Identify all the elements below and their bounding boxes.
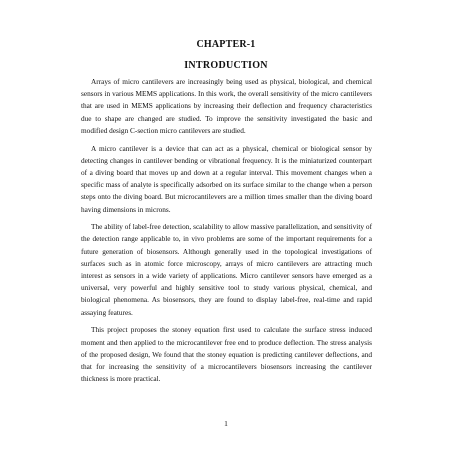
paragraph-2: A micro cantilever is a device that can act as a physical, chemical or biological sensor by detecting changes in cantilever bending or vibrational frequency. It is the miniaturized counterpart of a diving board that moves up and down at a regular interval. This movement changes when a specific mass of analyte is specifically adsorbed on its surface similar to the change when a person steps onto the diving board. But microcantilevers are a million times smaller than the diving board having dimensions in microns. [81,143,372,214]
paragraph-4: This project proposes the stoney equation first used to calculate the surface stress induced moment and then applied to the microcantilever free end to produce deflection. The stress analysis of the proposed design, We found that the stoney equation is predicting cantilever deflections, and that for increasing the sensitivity of a microcantilevers biosensors increasing the cantilever thickness is more practical. [81,325,372,384]
body-text [81,76,372,391]
paragraph-3: The ability of label-free detection, scalability to allow massive parallelization, and sensitivity of the detection range applicable to, in vivo problems are some of the important requirements for a future generation of biosensors. Although generally used in the topological investigations of surfaces such as in atomic force microscopy, arrays of micro cantilevers are attracting much interest as sensors in a wide variety of applications. Micro cantilever sensors have emerged as a universal, very powerful and highly sensitive tool to study various physical, chemical, and biological phenomena. As biosensors, they are found to display label-free, real-time and rapid assaying features. [81,222,372,317]
paragraph-1: Arrays of micro cantilevers are increasingly being used as physical, biological, and chemical sensors in various MEMS applications. In this work, the overall sensitivity of the micro cantilevers that are used in MEMS applications by increasing their deflection and frequency characteristics due to shape are changed are studied. To improve the sensitivity investigated the basic and modified design C-section micro cantilevers are studied. [81,77,372,135]
chapter-heading: CHAPTER-1 [196,39,256,50]
page-number: 1 [224,419,228,428]
page-title: INTRODUCTION [184,60,268,71]
